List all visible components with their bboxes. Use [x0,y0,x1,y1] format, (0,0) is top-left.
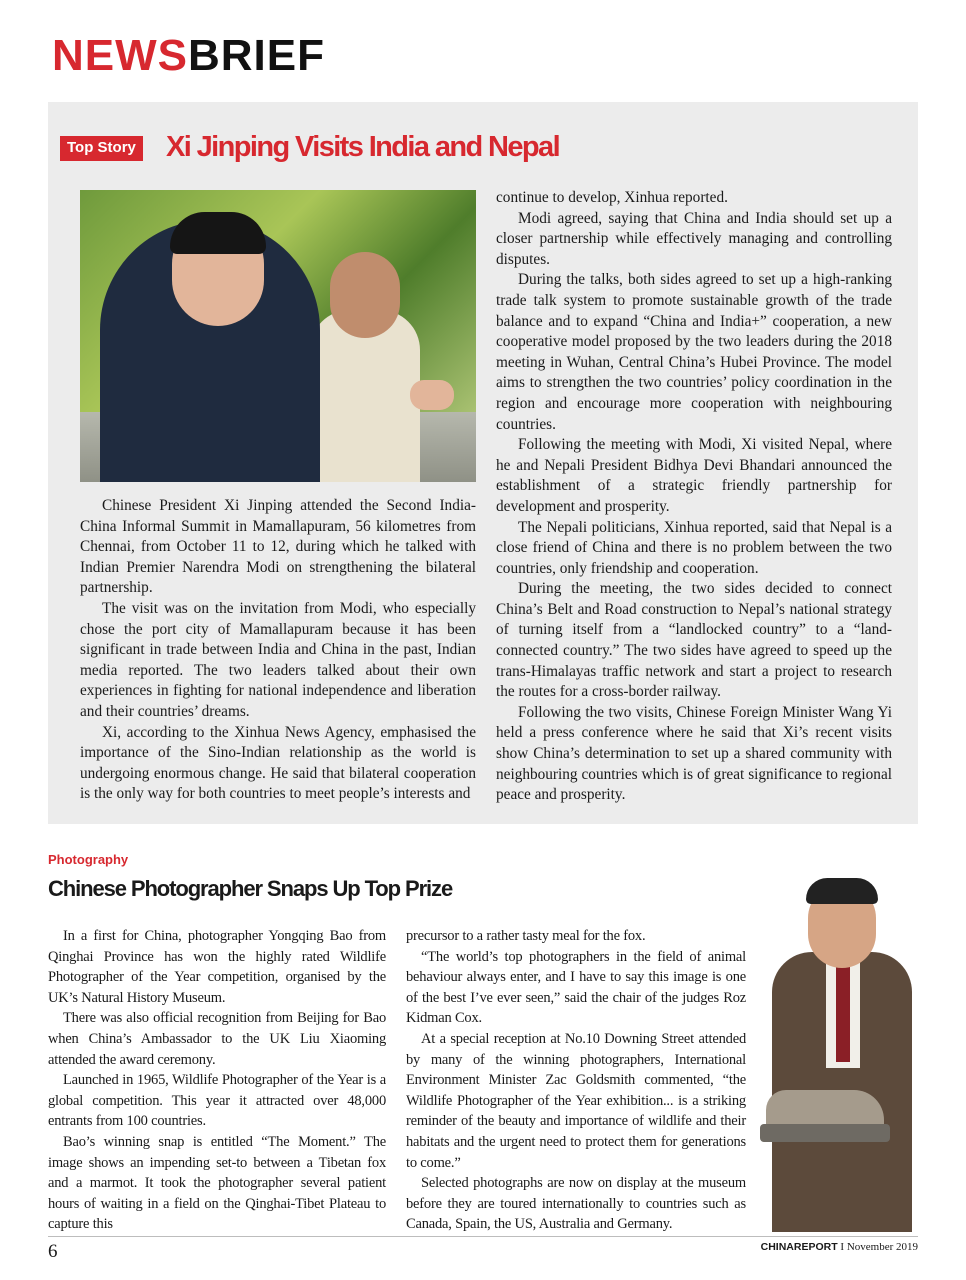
paragraph: During the meeting, the two sides decided to connect China’s Belt and Road construction to Nepal’s national strategy of turning itself from a “landlocked country” to a “land-connected country.” The two sides have agreed to speed up the trans-Himalayas traffic network and start a project to research the routes for a cross-border railway. [496,580,892,701]
paragraph: Chinese President Xi Jinping attended the Second India-China Informal Summit in Mamallapuram, 56 kilometres from Chennai, from October 11 to 12, during which he talked with Indian Premier Narendra Modi on strengthening the bilateral partnership. [80,497,476,597]
paragraph: During the talks, both sides agreed to set up a high-ranking trade talk system to promote sustainable growth of the trade balance and to expand “China and India+” cooperation, a new cooperative model proposed by the two leaders during the 2018 meeting in Wuhan, Central China’s Hubei Province. The model aims to strengthen the two countries’ policy coordination in the region and encourage more cooperation with neighbouring countries. [496,271,892,433]
publication-name: CHINAREPORT [760,1241,838,1253]
footer-divider [48,1236,918,1237]
paragraph: precursor to a rather tasty meal for the fox. [406,928,646,944]
photography-column-left [48,926,386,1235]
paragraph: “The world’s top photographers in the field of animal behaviour always enter, and I have to say this image is one of the best I’ve ever seen,” said the chair of the judges Roz Kidman Cox. [406,948,746,1027]
paragraph: The visit was on the invitation from Modi, who especially chose the port city of Mamallapuram because it has been significant in trade between India and China in the past, Indian media reported. The two leaders talked about their own experiences in fighting for national independence and liberation and their countries’ dreams. [80,599,476,720]
paragraph: Following the two visits, Chinese Foreign Minister Wang Yi held a press conference where he said that Xi’s recent visits show China’s determination to set up a shared community with neighbouring countries which is of great significance to regional peace and prosperity. [496,703,892,804]
top-story-badge: Top Story [60,136,143,161]
paragraph: Selected photographs are now on display at the museum before they are toured internationally to countries such as Canada, Spain, the US, Australia and Germany. [406,1175,746,1233]
paragraph: Modi agreed, saying that China and India should set up a closer partnership while effectively managing and controlling disputes. [496,209,892,268]
issue-date: November 2019 [846,1241,918,1253]
masthead-brief: BRIEF [188,31,325,80]
top-story-headline: Xi Jinping Visits India and Nepal [166,131,560,163]
paragraph: Following the meeting with Modi, Xi visited Nepal, where he and Nepali President Bidhya Devi Bhandari announced the establishment of a strategic friendly partnership for development and prosperity. [496,436,892,515]
photography-headline: Chinese Photographer Snaps Up Top Prize [48,876,453,901]
paragraph: There was also official recognition from Beijing for Bao when China’s Ambassador to the UK Liu Xiaoming attended the award ceremony. [48,1010,386,1068]
paragraph: Bao’s winning snap is entitled “The Moment.” The image shows an impending set-to between a Tibetan fox and a marmot. It took the photographer several patient hours of waiting in a field on the Qinghai-Tibet Plateau to capture this [48,1133,386,1233]
paragraph: Xi, according to the Xinhua News Agency, emphasised the importance of the Sino-Indian relationship as the world is undergoing enormous change. He said that bilateral cooperation is the only way for both countries to meet people’s interests and [80,723,476,803]
footer-separator: I [840,1241,845,1253]
photography-column-right [406,926,746,1235]
photographer-portrait [760,878,920,1232]
paragraph: The Nepali politicians, Xinhua reported, said that Nepal is a close friend of China and there is no problem between the two countries, only friendship and cooperation. [496,518,892,577]
top-story-column-left [80,496,476,805]
masthead-logo [52,31,325,80]
section-kicker: Photography [48,852,129,867]
paragraph: Launched in 1965, Wildlife Photographer of the Year is a global competition. This year it attracted over 48,000 entrants from 100 countries. [48,1072,386,1130]
leaders-photo [80,190,476,482]
paragraph: In a first for China, photographer Yongqing Bao from Qinghai Province has won the highly rated Wildlife Photographer of the Year competition, organised by the UK’s Natural History Museum. [48,928,386,1006]
top-story-column-right [496,188,892,806]
page-number: 6 [48,1241,58,1262]
masthead-news: NEWS [52,31,188,80]
paragraph: At a special reception at No.10 Downing Street attended by many of the winning photographers, International Environment Minister Zac Goldsmith commented, “the Wildlife Photographer of the Year exhibition... is a striking reminder of the beauty and importance of wildlife and their habitats and the urgent need to protect them for generations to come.” [406,1030,746,1171]
paragraph: continue to develop, Xinhua reported. [496,189,728,206]
footer-credit [761,1240,918,1254]
